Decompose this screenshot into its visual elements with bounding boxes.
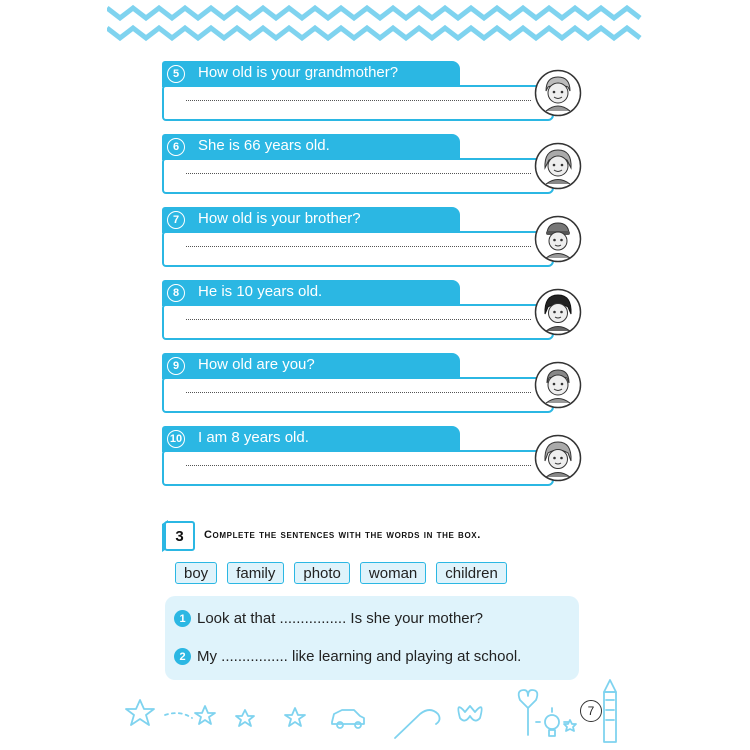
question-header [162,207,460,233]
dashed-trail [165,713,192,718]
sentence-number: 2 [174,648,191,665]
question-number: 10 [167,430,185,448]
question-text: How old is your brother? [198,210,361,227]
question-row [162,134,587,194]
star-icon [126,700,154,725]
grandmother-icon [534,142,582,190]
girl-icon [534,434,582,482]
lightbulb-icon [536,708,568,736]
sentence-text: Look at that ................ Is she your mother? [197,610,483,627]
answer-dotted-line [186,319,531,320]
question-row [162,426,587,486]
word-chip: woman [360,562,426,584]
section-number: 3 [175,528,184,545]
answer-dotted-line [186,246,531,247]
section-title: Complete the sentences with the words in the box. [204,529,481,541]
question-number: 6 [167,138,185,156]
question-row [162,207,587,267]
question-text: How old are you? [198,356,315,373]
answer-field[interactable] [162,450,554,486]
question-row [162,61,587,121]
answer-field[interactable] [162,158,554,194]
answer-field[interactable] [162,231,554,267]
answer-dotted-line [186,465,531,466]
answer-dotted-line [186,173,531,174]
question-header [162,134,460,160]
question-text: She is 66 years old. [198,137,330,154]
answer-field[interactable] [162,85,554,121]
question-header [162,280,460,306]
girl-icon [534,288,582,336]
question-row [162,280,587,340]
answer-dotted-line [186,392,531,393]
sentence-text: My ................ like learning and playing at school. [197,648,522,665]
tower-icon [604,680,616,742]
word-box [175,562,507,584]
question-header [162,61,460,87]
boy-cap-icon [534,215,582,263]
question-number: 9 [167,357,185,375]
section-number-badge [160,520,196,552]
butterfly-icon [458,706,481,721]
answer-dotted-line [186,100,531,101]
question-row [162,353,587,413]
sentence-number: 1 [174,610,191,627]
question-text: He is 10 years old. [198,283,323,300]
star-icon [195,706,215,724]
question-text: I am 8 years old. [198,429,309,446]
question-number: 8 [167,284,185,302]
star-icon [236,710,254,726]
car-icon [332,710,364,728]
question-number: 7 [167,211,185,229]
word-chip: photo [294,562,350,584]
word-chip: children [436,562,507,584]
boy-icon [534,361,582,409]
grandmother-icon [534,69,582,117]
heart-lollipop-icon [519,690,538,735]
doodle-decorations [120,660,640,750]
answer-field[interactable] [162,377,554,413]
question-text: How old is your grandmother? [198,64,399,81]
question-number: 5 [167,65,185,83]
page-number: 7 [580,700,602,722]
word-chip: boy [175,562,217,584]
question-header [162,353,460,379]
question-header [162,426,460,452]
exercise-sentence [174,610,483,627]
candy-cane-icon [395,710,440,738]
answer-field[interactable] [162,304,554,340]
star-icon [285,708,305,726]
zigzag-border [107,0,643,50]
word-chip: family [227,562,284,584]
